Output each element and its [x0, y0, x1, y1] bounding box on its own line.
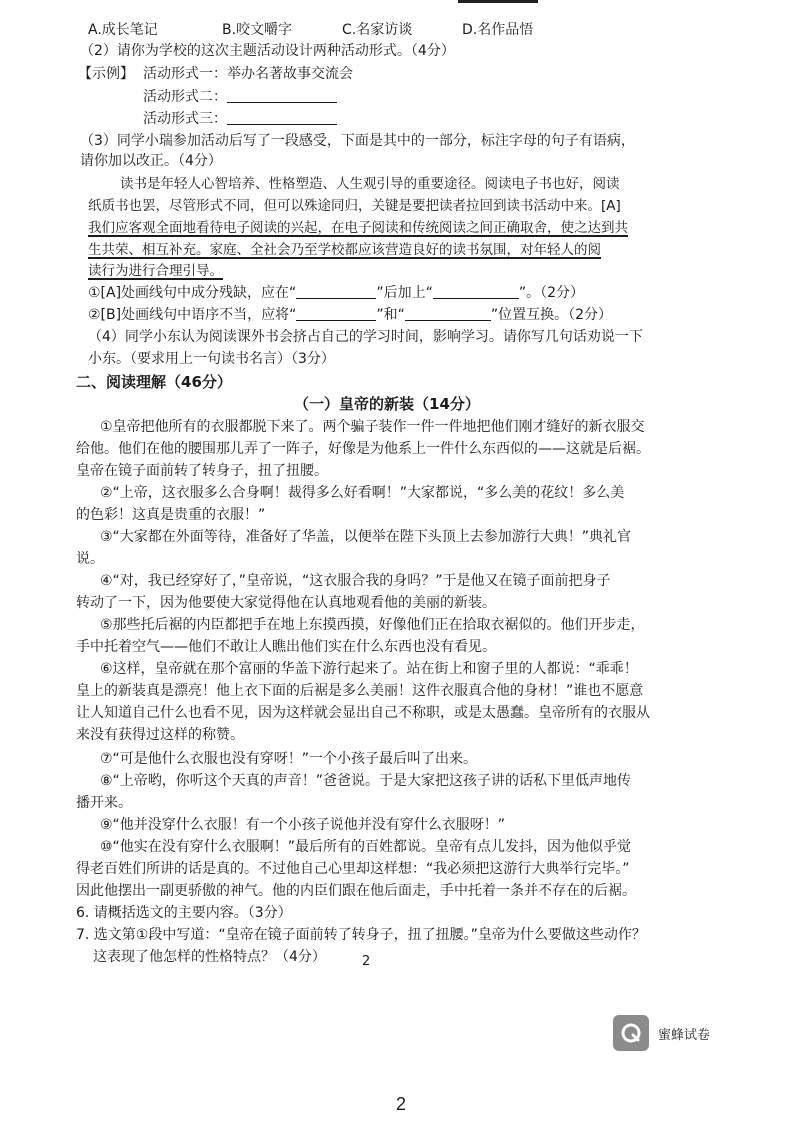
page-number-inline: 2	[362, 954, 371, 969]
story-line: 播开来。	[76, 795, 132, 811]
section-heading: 二、阅读理解（46分）	[76, 373, 232, 391]
question-7-line2: 这表现了他怎样的性格特点？（4分）	[93, 949, 326, 965]
story-line: 说。	[76, 551, 104, 567]
q2-form3-row	[143, 109, 337, 129]
q3-item1-text-c: ”。（2分）	[518, 285, 584, 301]
story-line: 让人知道自己什么也看不见，因为这样就会显出自己不称职，或是太愚蠢。皇帝所有的衣服从	[76, 705, 650, 721]
q3-prompt-line2: 请你加以改正。（4分）	[80, 153, 222, 169]
q3-item2-text-c: ”位置互换。（2分）	[490, 307, 613, 323]
story-line: ③“大家都在外面等待，准备好了华盖，以便举在陛下头顶上去参加游行大典！”典礼官	[100, 529, 632, 545]
story-line: 来没有获得过这样的称赞。	[76, 727, 244, 743]
story-line: 得老百姓们所讲的话是真的。不过他自己心里却这样想：“我必须把这游行大典举行完毕。”	[76, 861, 630, 877]
page-number-footer: 2	[396, 1094, 407, 1114]
q2-form2-blank[interactable]	[227, 88, 337, 103]
story-line: 的色彩！这真是贵重的衣服！”	[76, 507, 266, 523]
question-6: 6. 请概括选文的主要内容。（3分）	[76, 905, 292, 921]
story-line: 皇上的新装真是漂亮！他上衣下面的后裾是多么美丽！这件衣服真合他的身材！”谁也不愿意	[76, 683, 644, 699]
q2-form2-label: 活动形式二：	[143, 89, 227, 105]
passage-title: （一）皇帝的新装（14分）	[294, 395, 480, 413]
story-line: ④“对，我已经穿好了，”皇帝说，“这衣服合我的身吗？”于是他又在镜子面前把身子	[100, 573, 611, 589]
q3-passage-line1: 读书是年轻人心智培养、性格塑造、人生观引导的重要途径。阅读电子书也好，阅读	[120, 176, 620, 192]
option-d: D.名作品悟	[462, 22, 534, 38]
option-c: C.名家访谈	[342, 22, 413, 38]
q3-passage-line4: 生共荣、相互补充。家庭、全社会乃至学校都应该营造良好的读书氛围，对年轻人的阅	[88, 242, 601, 258]
q3-item1-blank1[interactable]	[296, 284, 376, 299]
q3-item2-blank2[interactable]	[405, 306, 491, 321]
watermark-text: 蜜蜂试卷	[658, 1027, 711, 1043]
q3-item2-blank1[interactable]	[296, 306, 376, 321]
q2-form1: 活动形式一：举办名著故事交流会	[143, 66, 353, 82]
q3-item2	[88, 305, 612, 325]
watermark-logo	[613, 1015, 710, 1051]
question-7-line1: 7. 选文第①段中写道：“皇帝在镜子面前转了转身子，扭了扭腰。”皇帝为什么要做这些动作？	[76, 927, 646, 943]
story-line: ②“上帝，这衣服多么合身啊！裁得多么好看啊！”大家都说，“多么美的花纹！多么美	[100, 485, 625, 501]
q2-form3-label: 活动形式三：	[143, 111, 227, 127]
option-b: B.咬文嚼字	[222, 22, 293, 38]
story-line: 转动了一下，因为他要使大家觉得他在认真地观看他的美丽的新装。	[76, 595, 496, 611]
q3-passage-line5: 读行为进行合理引导。	[88, 263, 223, 279]
q3-passage-line3: 我们应客观全面地看待电子阅读的兴起，在电子阅读和传统阅读之间正确取舍，使之达到共	[88, 220, 628, 236]
q2-form3-blank[interactable]	[227, 110, 337, 125]
story-line: ⑨“他并没穿什么衣服！有一个小孩子说他并没有穿什么衣服呀！”	[100, 817, 506, 833]
story-line: 给他。他们在他的腰围那儿弄了一阵子，好像是为他系上一件什么东西似的——这就是后裾。	[76, 441, 650, 457]
q2-form2-row	[143, 87, 337, 107]
q3-item2-text-b: ”和“	[376, 307, 405, 323]
q3-item2-text-a: ②[B]处画线句中语序不当，应将“	[88, 307, 297, 323]
bee-exam-logo-icon	[613, 1015, 649, 1051]
story-line: ⑤那些托后裾的内臣都把手在地上东摸西摸，好像他们正在拾取衣裾似的。他们开步走，	[100, 617, 645, 633]
story-line: ⑧“上帝哟，你听这个天真的声音！”爸爸说。于是大家把这孩子讲的话私下里低声地传	[100, 773, 632, 789]
q3-item1-blank2[interactable]	[433, 284, 519, 299]
q2-prompt: （2）请你为学校的这次主题活动设计两种活动形式。（4分）	[80, 43, 455, 59]
q3-passage-line2: 纸质书也罢，尽管形式不同，但可以殊途同归，关键是要把读者拉回到读书活动中来。[A]	[88, 198, 621, 214]
q3-item1-text-b: ”后加上“	[376, 285, 433, 301]
story-line: ⑥这样，皇帝就在那个富丽的华盖下游行起来了。站在街上和窗子里的人都说：“乖乖！	[100, 661, 638, 677]
story-line: ⑩“他实在没有穿什么衣服啊！”最后所有的百姓都说。皇帝有点儿发抖，因为他似乎觉	[100, 839, 632, 855]
q2-example-tag: 【示例】	[78, 66, 134, 82]
story-line: 因此他摆出一副更骄傲的神气。他的内臣们跟在他后面走，手中托着一条并不存在的后裾。	[76, 883, 636, 899]
top-edge-mark	[458, 0, 538, 3]
q3-prompt-line1: （3）同学小瑞参加活动后写了一段感受，下面是其中的一部分，标注字母的句子有语病，	[80, 133, 635, 149]
q3-item1-text-a: ①[A]处画线句中成分残缺，应在“	[88, 285, 297, 301]
q4-line2: 小东。（要求用上一句读书名言）（3分）	[88, 351, 335, 367]
q4-line1: （4）同学小东认为阅读课外书会挤占自己的学习时间，影响学习。请你写几句话劝说一下	[88, 329, 643, 345]
story-line: 皇帝在镜子面前转了转身子，扭了扭腰。	[76, 463, 328, 479]
option-a: A.成长笔记	[88, 22, 158, 38]
q3-item1	[88, 283, 584, 303]
story-line: ⑦“可是他什么衣服也没有穿呀！”一个小孩子最后叫了出来。	[100, 751, 478, 767]
story-line: ①皇帝把他所有的衣服都脱下来了。两个骗子装作一件一件地把他们刚才缝好的新衣服交	[100, 419, 645, 435]
story-line: 手中托着空气——他们不敢让人瞧出他们实在什么东西也没有看见。	[76, 639, 496, 655]
